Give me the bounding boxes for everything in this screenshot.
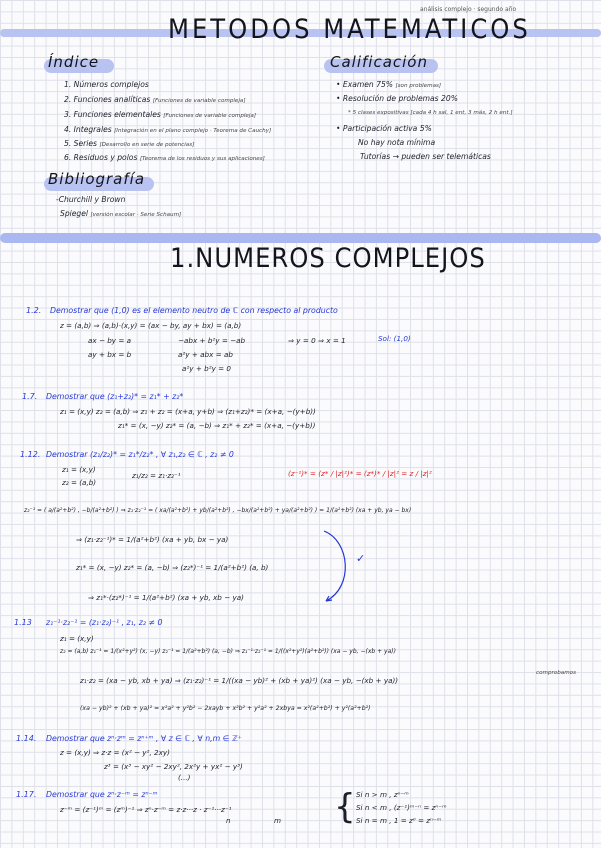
exercise-statement: Demostrar que (z₁+z₂)* = z₁* + z₂* xyxy=(46,392,184,401)
indice-item: 6. Residuos y polos [Teorema de los residuos y sus aplicaciones] xyxy=(64,153,265,162)
work-line: z₁* = (x, −y) z₂* = (a, −b) ⇒ (z₂*)⁻¹ = 1/(a²+b²) (a, b) xyxy=(76,563,269,572)
work-line: (xa − yb)² + (xb + ya)² = x²a² + y²b² − 2xayb + x²b² + y²a² + 2xbya = x²(a²+b²) + y²(a²+b²) xyxy=(80,705,371,712)
work-line: a²y + b²y = 0 xyxy=(182,364,231,373)
exercise-statement: Demostrar que zⁿ·zᵐ = zⁿ⁺ᵐ , ∀ z ∈ ℂ , ∀ n,m ∈ ℤ⁺ xyxy=(46,734,242,743)
work-line: ay + bx = b xyxy=(88,350,132,359)
calificacion-item: • Participación activa 5% xyxy=(336,124,432,133)
work-line: (...) xyxy=(178,773,191,782)
calificacion-item: No hay nota mínima xyxy=(358,138,436,147)
work-line: z₁/z₂ = z₁·z₂⁻¹ xyxy=(132,471,181,480)
work-line: ⇒ (z₁·z₂⁻¹)* = 1/(a²+b²) (xa + yb, bx − ya) xyxy=(76,535,229,544)
work-line: z₂⁻¹ = ( a/(a²+b²) , −b/(a²+b²) ) ⇒ z₁·z₂⁻¹ = ( xa/(a²+b²) + yb/(a²+b²) , −bx/(a²+b²) + ya/(a²+b²) ) = 1/(a²+b²) (xa + yb, ya − bx) xyxy=(24,507,412,514)
indice-item: 2. Funciones analíticas [Funciones de variable compleja] xyxy=(64,95,246,104)
exercise-statement: z₁⁻¹·z₂⁻¹ = (z₁·z₂)⁻¹ , z₁, z₂ ≠ 0 xyxy=(46,618,163,627)
work-line: z = (x,y) ⇒ z·z = (x² − y², 2xy) xyxy=(60,748,170,757)
work-line: m xyxy=(274,816,282,825)
indice-item: 1. Números complejos xyxy=(64,80,149,89)
work-line: ⇒ y = 0 ⇒ x = 1 xyxy=(288,336,346,345)
work-line: z₁ = (x,y) xyxy=(62,465,96,474)
work-line: z₁ = (x,y) xyxy=(60,634,94,643)
calificacion-item: * 5 clases expositivas [cada 4 h sal, 1 ent, 3 más, 2 h ent.] xyxy=(348,110,513,116)
work-line: z₁* = (x, −y) z₂* = (a, −b) ⇒ z₁* + z₂* = (x+a, −(y+b)) xyxy=(118,421,316,430)
exercise-number: 1.12. xyxy=(20,450,41,459)
case-line: Si n > m , zⁿ⁻ᵐ xyxy=(356,790,409,799)
page-title: METODOS MATEMATICOS xyxy=(168,14,531,45)
top-note: análisis complejo · segundo año xyxy=(420,6,517,13)
indice-item: 3. Funciones elementales [Funciones de variable compleja] xyxy=(64,110,257,119)
exercise-statement: Demostrar que zⁿ·z⁻ᵐ = zⁿ⁻ᵐ xyxy=(46,790,158,799)
indice-item: 4. Integrales [Integración en el plano complejo · Teorema de Cauchy] xyxy=(64,125,272,134)
work-line: n xyxy=(226,816,231,825)
work-line: z₁·z₂ = (xa − yb, xb + ya) ⇒ (z₁·z₂)⁻¹ = 1/((xa − yb)² + (xb + ya)²) (xa − yb, −(xb + ya)) xyxy=(80,676,399,685)
exercise-number: 1.14. xyxy=(16,734,37,743)
calificacion-item: • Examen 75% [son problemas] xyxy=(336,80,442,89)
work-line: −abx + b²y = −ab xyxy=(178,336,246,345)
bibliografia-item: -Churchill y Brown xyxy=(56,195,126,204)
comparison-arrow xyxy=(320,527,360,607)
check-mark: ✓ xyxy=(356,552,366,565)
exercise-number: 1.17. xyxy=(16,790,37,799)
work-line: ⇒ z₁*·(z₂*)⁻¹ = 1/(a²+b²) (xa + yb, xb − ya) xyxy=(88,593,244,602)
bibliografia-item: Spiegel [versión escolar · Serie Schaum] xyxy=(60,209,182,218)
bibliografia-heading: Bibliografía xyxy=(48,170,146,188)
exercise-number: 1.7. xyxy=(22,392,38,401)
exercise-statement: Demostrar que (1,0) es el elemento neutro de ℂ con respecto al producto xyxy=(50,306,338,315)
work-line: a²y + abx = ab xyxy=(178,350,233,359)
brace: { xyxy=(334,787,356,827)
work-line: z₂ = (a,b) z₁⁻¹ = 1/(x²+y²) (x, −y) z₂⁻¹ = 1/(a²+b²) (a, −b) ⇒ z₁⁻¹·z₂⁻¹ = 1/((x²+y²)(a²+b²)) (xa − yb, −(xb + ya)) xyxy=(60,648,396,655)
exercise-statement: Demostrar (z₁/z₂)* = z₁*/z₂* , ∀ z₁,z₂ ∈ ℂ , z₂ ≠ 0 xyxy=(46,450,234,459)
exercise-number: 1.2. xyxy=(26,306,42,315)
case-line: Si n < m , (z⁻¹)ᵐ⁻ⁿ = zⁿ⁻ᵐ xyxy=(356,803,447,812)
work-line: z³ = (x³ − xy² − 2xy², 2x²y + yx² − y³) xyxy=(104,762,243,771)
side-note: comprobamos xyxy=(536,670,576,676)
work-line: z = (a,b) ⇒ (a,b)·(x,y) = (ax − by, ay + bx) = (a,b) xyxy=(60,321,242,330)
exercise-number: 1.13 xyxy=(14,618,32,627)
chapter-title: 1.NUMEROS COMPLEJOS xyxy=(170,243,486,274)
work-line: ax − by = a xyxy=(88,336,132,345)
solution-note: Sol: (1,0) xyxy=(378,334,411,343)
calificacion-item: Tutorías → pueden ser telemáticas xyxy=(360,152,491,161)
work-line: z₂ = (a,b) xyxy=(62,478,97,487)
work-line: z⁻ᵐ = (z⁻¹)ᵐ = (zᵐ)⁻¹ ⇒ zⁿ·z⁻ᵐ = z·z···z · z⁻¹···z⁻¹ xyxy=(60,805,232,814)
indice-item: 5. Series [Desarrollo en serie de potencias] xyxy=(64,139,195,148)
chapter-band xyxy=(0,233,601,243)
work-line: z₁ = (x,y) z₂ = (a,b) ⇒ z₁ + z₂ = (x+a, y+b) ⇒ (z₁+z₂)* = (x+a, −(y+b)) xyxy=(60,407,316,416)
calificacion-heading: Calificación xyxy=(330,53,428,71)
indice-heading: Índice xyxy=(48,53,100,71)
calificacion-item: • Resolución de problemas 20% xyxy=(336,94,458,103)
case-line: Si n = m , 1 = z⁰ = zⁿ⁻ᵐ xyxy=(356,816,442,825)
highlight-note: (z⁻¹)* = (z* / |z|²)* = (z*)* / |z|² = z / |z|² xyxy=(288,469,432,478)
